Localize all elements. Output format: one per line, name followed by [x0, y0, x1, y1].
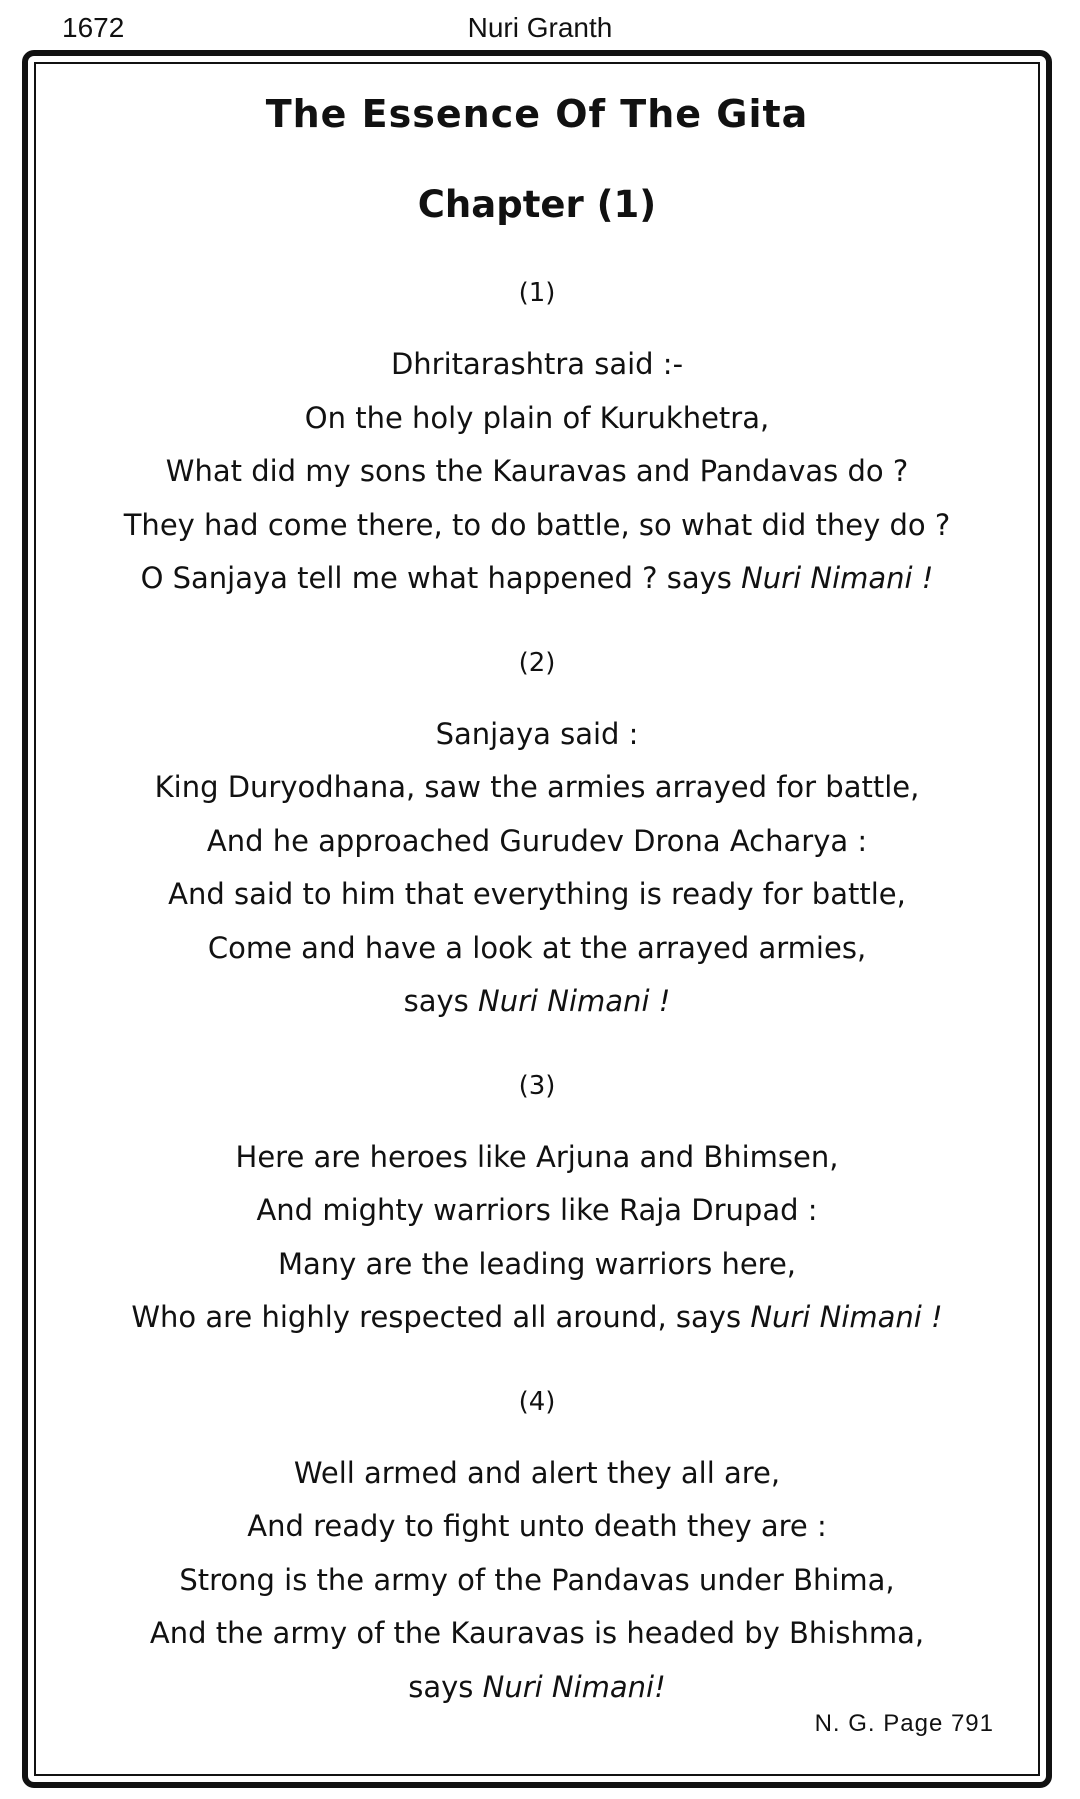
verse-line: What did my sons the Kauravas and Pandavas do ?	[165, 454, 909, 488]
author-signature: Nuri Nimani !	[478, 984, 671, 1018]
verse-line: And said to him that everything is ready for battle,	[168, 877, 906, 911]
verse-text: Who are highly respected all around, says	[131, 1300, 751, 1334]
author-signature: Nuri Nimani !	[741, 561, 934, 595]
stanza-number: (1)	[518, 278, 556, 308]
verse-line: Come and have a look at the arrayed armies,	[207, 930, 867, 965]
page-number: 1672	[62, 12, 125, 43]
verse-line: They had come there, to do battle, so what did they do ?	[123, 507, 951, 542]
verse-line: Strong is the army of the Pandavas under Bhima,	[179, 1562, 895, 1597]
verse-line	[34, 552, 1040, 606]
verse-line: Here are heroes like Arjuna and Bhimsen,	[235, 1139, 839, 1174]
verse-line: And the army of the Kauravas is headed by Bhishma,	[149, 1616, 925, 1650]
page-content	[34, 62, 1040, 1714]
verse-line: Well armed and alert they all are,	[293, 1455, 781, 1490]
verse-text: O Sanjaya tell me what happened ? says	[140, 561, 742, 595]
verse-line: Dhritarashtra said :-	[390, 347, 684, 381]
verse-text: says	[403, 984, 479, 1018]
author-signature: Nuri Nimani !	[750, 1300, 943, 1334]
stanza-number: (2)	[518, 647, 556, 678]
stanza	[34, 1447, 1040, 1715]
verse-line: Sanjaya said :	[435, 716, 639, 751]
chapter-title: Chapter (1)	[417, 183, 657, 226]
verse-line: On the holy plain of Kurukhetra,	[304, 400, 770, 435]
author-signature: Nuri Nimani!	[482, 1669, 666, 1704]
verse-text: says	[408, 1669, 483, 1704]
stanza-number: (4)	[518, 1386, 556, 1417]
verse-line: And mighty warriors like Raja Drupad :	[256, 1193, 818, 1227]
verse-line	[34, 1291, 1040, 1345]
verse-line: Many are the leading warriors here,	[277, 1246, 797, 1281]
stanza	[34, 338, 1040, 606]
stanza-number: (3)	[518, 1070, 556, 1101]
verse-line: King Duryodhana, saw the armies arrayed for battle,	[154, 770, 920, 804]
page-reference: N. G. Page 791	[814, 1710, 994, 1737]
verse-line: And he approached Gurudev Drona Acharya :	[206, 823, 868, 858]
stanza	[34, 708, 1040, 1029]
verse-line	[34, 1661, 1040, 1715]
stanza	[34, 1131, 1040, 1345]
verse-line	[34, 975, 1040, 1029]
running-head	[0, 8, 1080, 48]
document-title: The Essence Of The Gita	[265, 92, 809, 136]
book-title: Nuri Granth	[467, 12, 613, 43]
verse-line: And ready to fight unto death they are :	[247, 1509, 827, 1543]
